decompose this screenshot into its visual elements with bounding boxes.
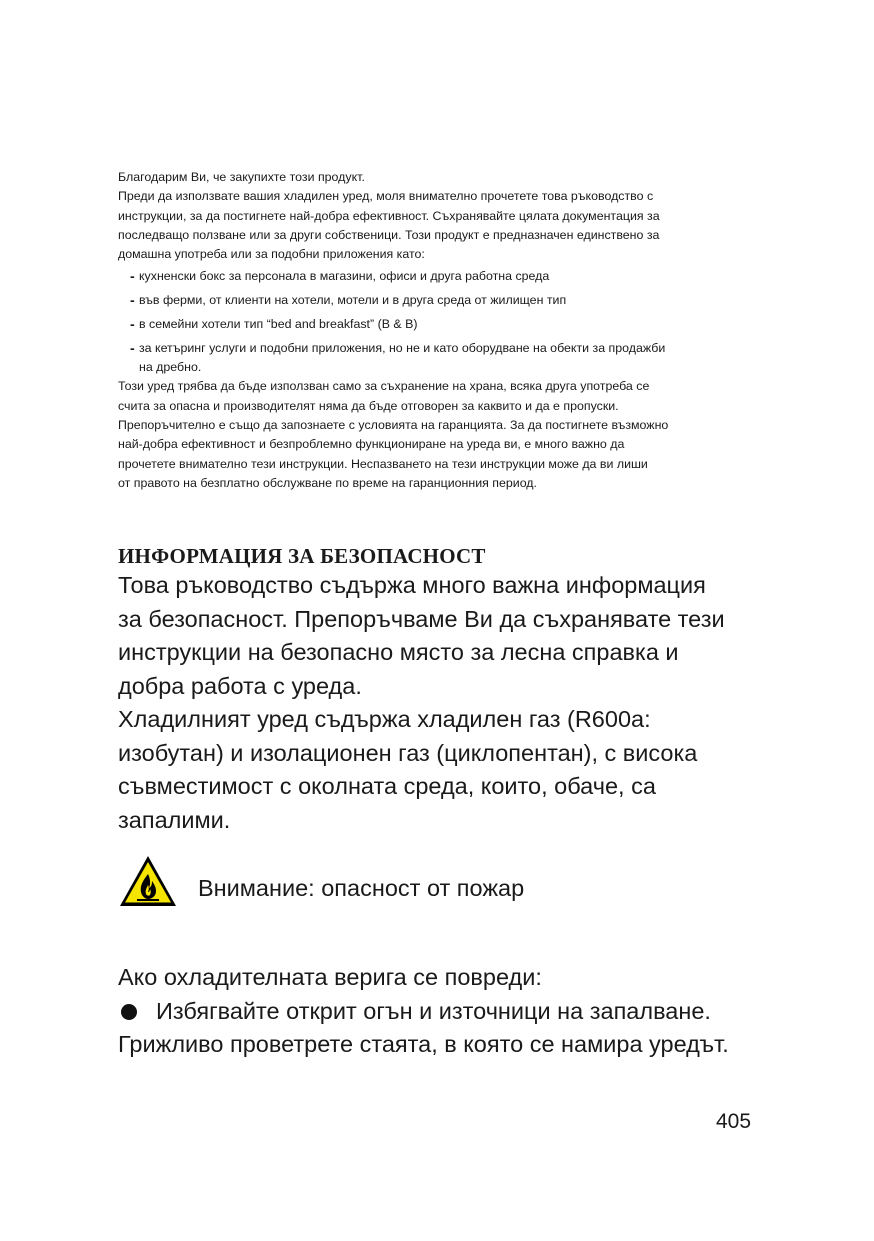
safety-paragraph: [118, 569, 758, 837]
intro-line: домашна употреба или за подобни приложения като:: [118, 247, 425, 262]
usage-paragraph: [118, 377, 758, 493]
list-item-text: Избягвайте открит огън и източници на запалване.: [156, 997, 711, 1024]
list-item-text: за кетъринг услуги и подобни приложения, но не и като оборудване на обекти за продажби: [139, 341, 666, 356]
list-item: [130, 264, 758, 288]
intro-line: Преди да използвате вашия хладилен уред, моля внимателно прочетете това ръководство с: [118, 189, 654, 204]
list-item-text: в семейни хотели тип “bed and breakfast” (B & B): [139, 317, 418, 332]
paragraph-line: най-добра ефективност и безпроблемно функциониране на уреда ви, е много важно да: [118, 437, 625, 452]
paragraph-line: Хладилният уред съдържа хладилен газ (R600a:: [118, 706, 651, 733]
paragraph-line: счита за опасна и производителят няма да бъде отговорен за каквито и да е пропуски.: [118, 398, 619, 413]
flammable-warning-icon: [118, 854, 178, 908]
cooling-circuit-section: [118, 961, 758, 1062]
paragraph-line: Този уред трябва да бъде използван само за съхранение на храна, всяка друга употреба се: [118, 379, 650, 394]
paragraph-line: Грижливо проветрете стаята, в която се намира уредът.: [118, 1031, 729, 1058]
dash-marker: -: [130, 316, 135, 333]
dash-marker: -: [130, 292, 135, 309]
paragraph-line: запалими.: [118, 806, 231, 833]
list-item-text-continued: на дребно.: [139, 360, 202, 375]
paragraph-line: от правото на безплатно обслужване по време на гаранционния период.: [118, 475, 537, 490]
bullet-dot-icon: [121, 1004, 137, 1020]
paragraph-line: за безопасност. Препоръчваме Ви да съхранявате тези: [118, 605, 725, 632]
list-item: [130, 336, 758, 377]
paragraph-line: добра работа с уреда.: [118, 672, 362, 699]
dash-marker: -: [130, 268, 135, 285]
intro-paragraph: [118, 168, 758, 264]
list-item: [118, 995, 758, 1029]
paragraph-line: съвместимост с околната среда, които, обаче, са: [118, 773, 656, 800]
paragraph-line: прочетете внимателно тези инструкции. Неспазването на тези инструкции може да ви лиши: [118, 456, 648, 471]
page-number: 405: [716, 1110, 752, 1133]
list-item-text: във ферми, от клиенти на хотели, мотели и в друга среда от жилищен тип: [139, 293, 567, 308]
intro-line: Благодарим Ви, че закупихте този продукт.: [118, 170, 365, 184]
paragraph-line: изобутан) и изолационен газ (циклопентан), с висока: [118, 739, 698, 766]
paragraph-line: инструкции на безопасно място за лесна справка и: [118, 639, 679, 666]
fire-warning: [118, 851, 758, 911]
list-item: [130, 288, 758, 312]
warning-text: Внимание: опасност от пожар: [198, 874, 525, 901]
intro-line: последващо ползване или за други собственици. Този продукт е предназначен единствено за: [118, 227, 660, 242]
paragraph-line: Препоръчително е също да запознаете с условията на гаранцията. За да постигнете възможно: [118, 418, 669, 433]
dash-marker: -: [130, 340, 135, 357]
list-item: [130, 312, 758, 336]
usage-list: [118, 264, 758, 377]
section-heading: ИНФОРМАЦИЯ ЗА БЕЗОПАСНОСТ: [118, 544, 486, 569]
intro-line: инструкции, за да постигнете най-добра ефективност. Съхранявайте цялата документация за: [118, 208, 660, 223]
list-item-text: кухненски бокс за персонала в магазини, офиси и друга работна среда: [139, 269, 550, 284]
paragraph-line: Ако охладителната верига се повреди:: [118, 964, 542, 991]
document-page: [118, 168, 758, 1062]
paragraph-line: Това ръководство съдържа много важна информация: [118, 572, 706, 599]
